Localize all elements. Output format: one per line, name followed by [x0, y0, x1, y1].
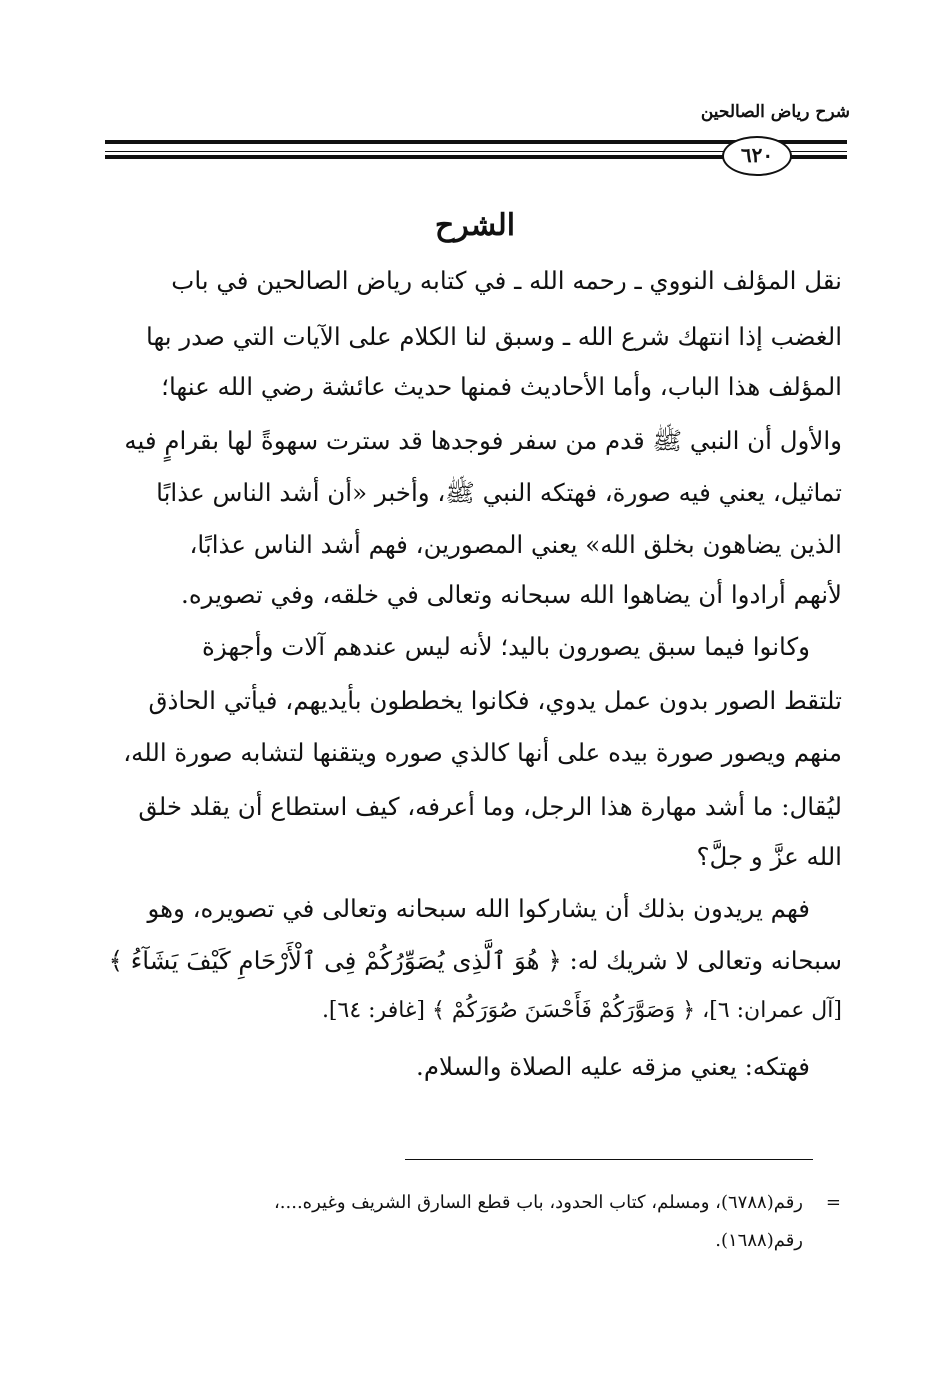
body-line: فهتكه: يعني مزقه عليه الصلاة والسلام. — [416, 1052, 810, 1081]
footnote-rule — [405, 1159, 813, 1160]
footnote-line: رقم(١٦٨٨). — [715, 1230, 803, 1251]
body-line: وكانوا فيما سبق يصورون باليد؛ لأنه ليس عندهم آلات وأجهزة — [202, 632, 810, 661]
body-line: والأول أن النبي ﷺ قدم من سفر فوجدها قد سترت سهوةً لها بقرامٍ فيه — [124, 426, 842, 455]
footnote-line: رقم(٦٧٨٨)، ومسلم، كتاب الحدود، باب قطع السارق الشريف وغيره....، — [273, 1192, 803, 1213]
body-line-citation: [آل عمران: ٦]، ﴿ وَصَوَّرَكُمْ فَأَحْسَنَ صُوَرَكُمْ ﴾ [غافر: ٦٤]. — [321, 998, 842, 1023]
section-title: الشرح — [434, 208, 516, 243]
footnote-marker: = — [825, 1192, 841, 1213]
body-line: فهم يريدون بذلك أن يشاركوا الله سبحانه وتعالى في تصويره، وهو — [147, 894, 810, 923]
body-line: الذين يضاهون بخلق الله» يعني المصورين، فهم أشد الناس عذابًا، — [189, 530, 842, 559]
body-line: الله عزَّ و جلَّ؟ — [696, 842, 842, 871]
body-line: نقل المؤلف النووي ـ رحمه الله ـ في كتابه رياض الصالحين في باب — [171, 266, 842, 295]
body-line-quran: سبحانه وتعالى لا شريك له: ﴿ هُوَ ٱلَّذِى يُصَوِّرُكُمْ فِى ٱلْأَرْحَامِ كَيْفَ يَشَآءُ ﴾ — [108, 946, 842, 975]
body-line: تماثيل، يعني فيه صورة، فهتكه النبي ﷺ، وأخبر «أن أشد الناس عذابًا — [156, 478, 842, 507]
page-number: ٦٢٠ — [722, 136, 792, 176]
body-line: ليُقال: ما أشد مهارة هذا الرجل، وما أعرفه، كيف استطاع أن يقلد خلق — [138, 792, 842, 821]
running-title: شرح رياض الصالحين — [700, 102, 850, 122]
body-line: منهم ويصور صورة بيده على أنها كالذي صوره ويتقنها لتشابه صورة الله، — [123, 738, 842, 767]
body-line: المؤلف هذا الباب، وأما الأحاديث فمنها حديث عائشة رضي الله عنها؛ — [161, 372, 842, 401]
body-line: الغضب إذا انتهك شرع الله ـ وسبق لنا الكلام على الآيات التي صدر بها — [145, 322, 842, 351]
body-line: تلتقط الصور بدون عمل يدوي، فكانوا يخططون بأيديهم، فيأتي الحاذق — [148, 686, 842, 715]
body-line: لأنهم أرادوا أن يضاهوا الله سبحانه وتعالى في خلقه، وفي تصويره. — [181, 580, 842, 609]
